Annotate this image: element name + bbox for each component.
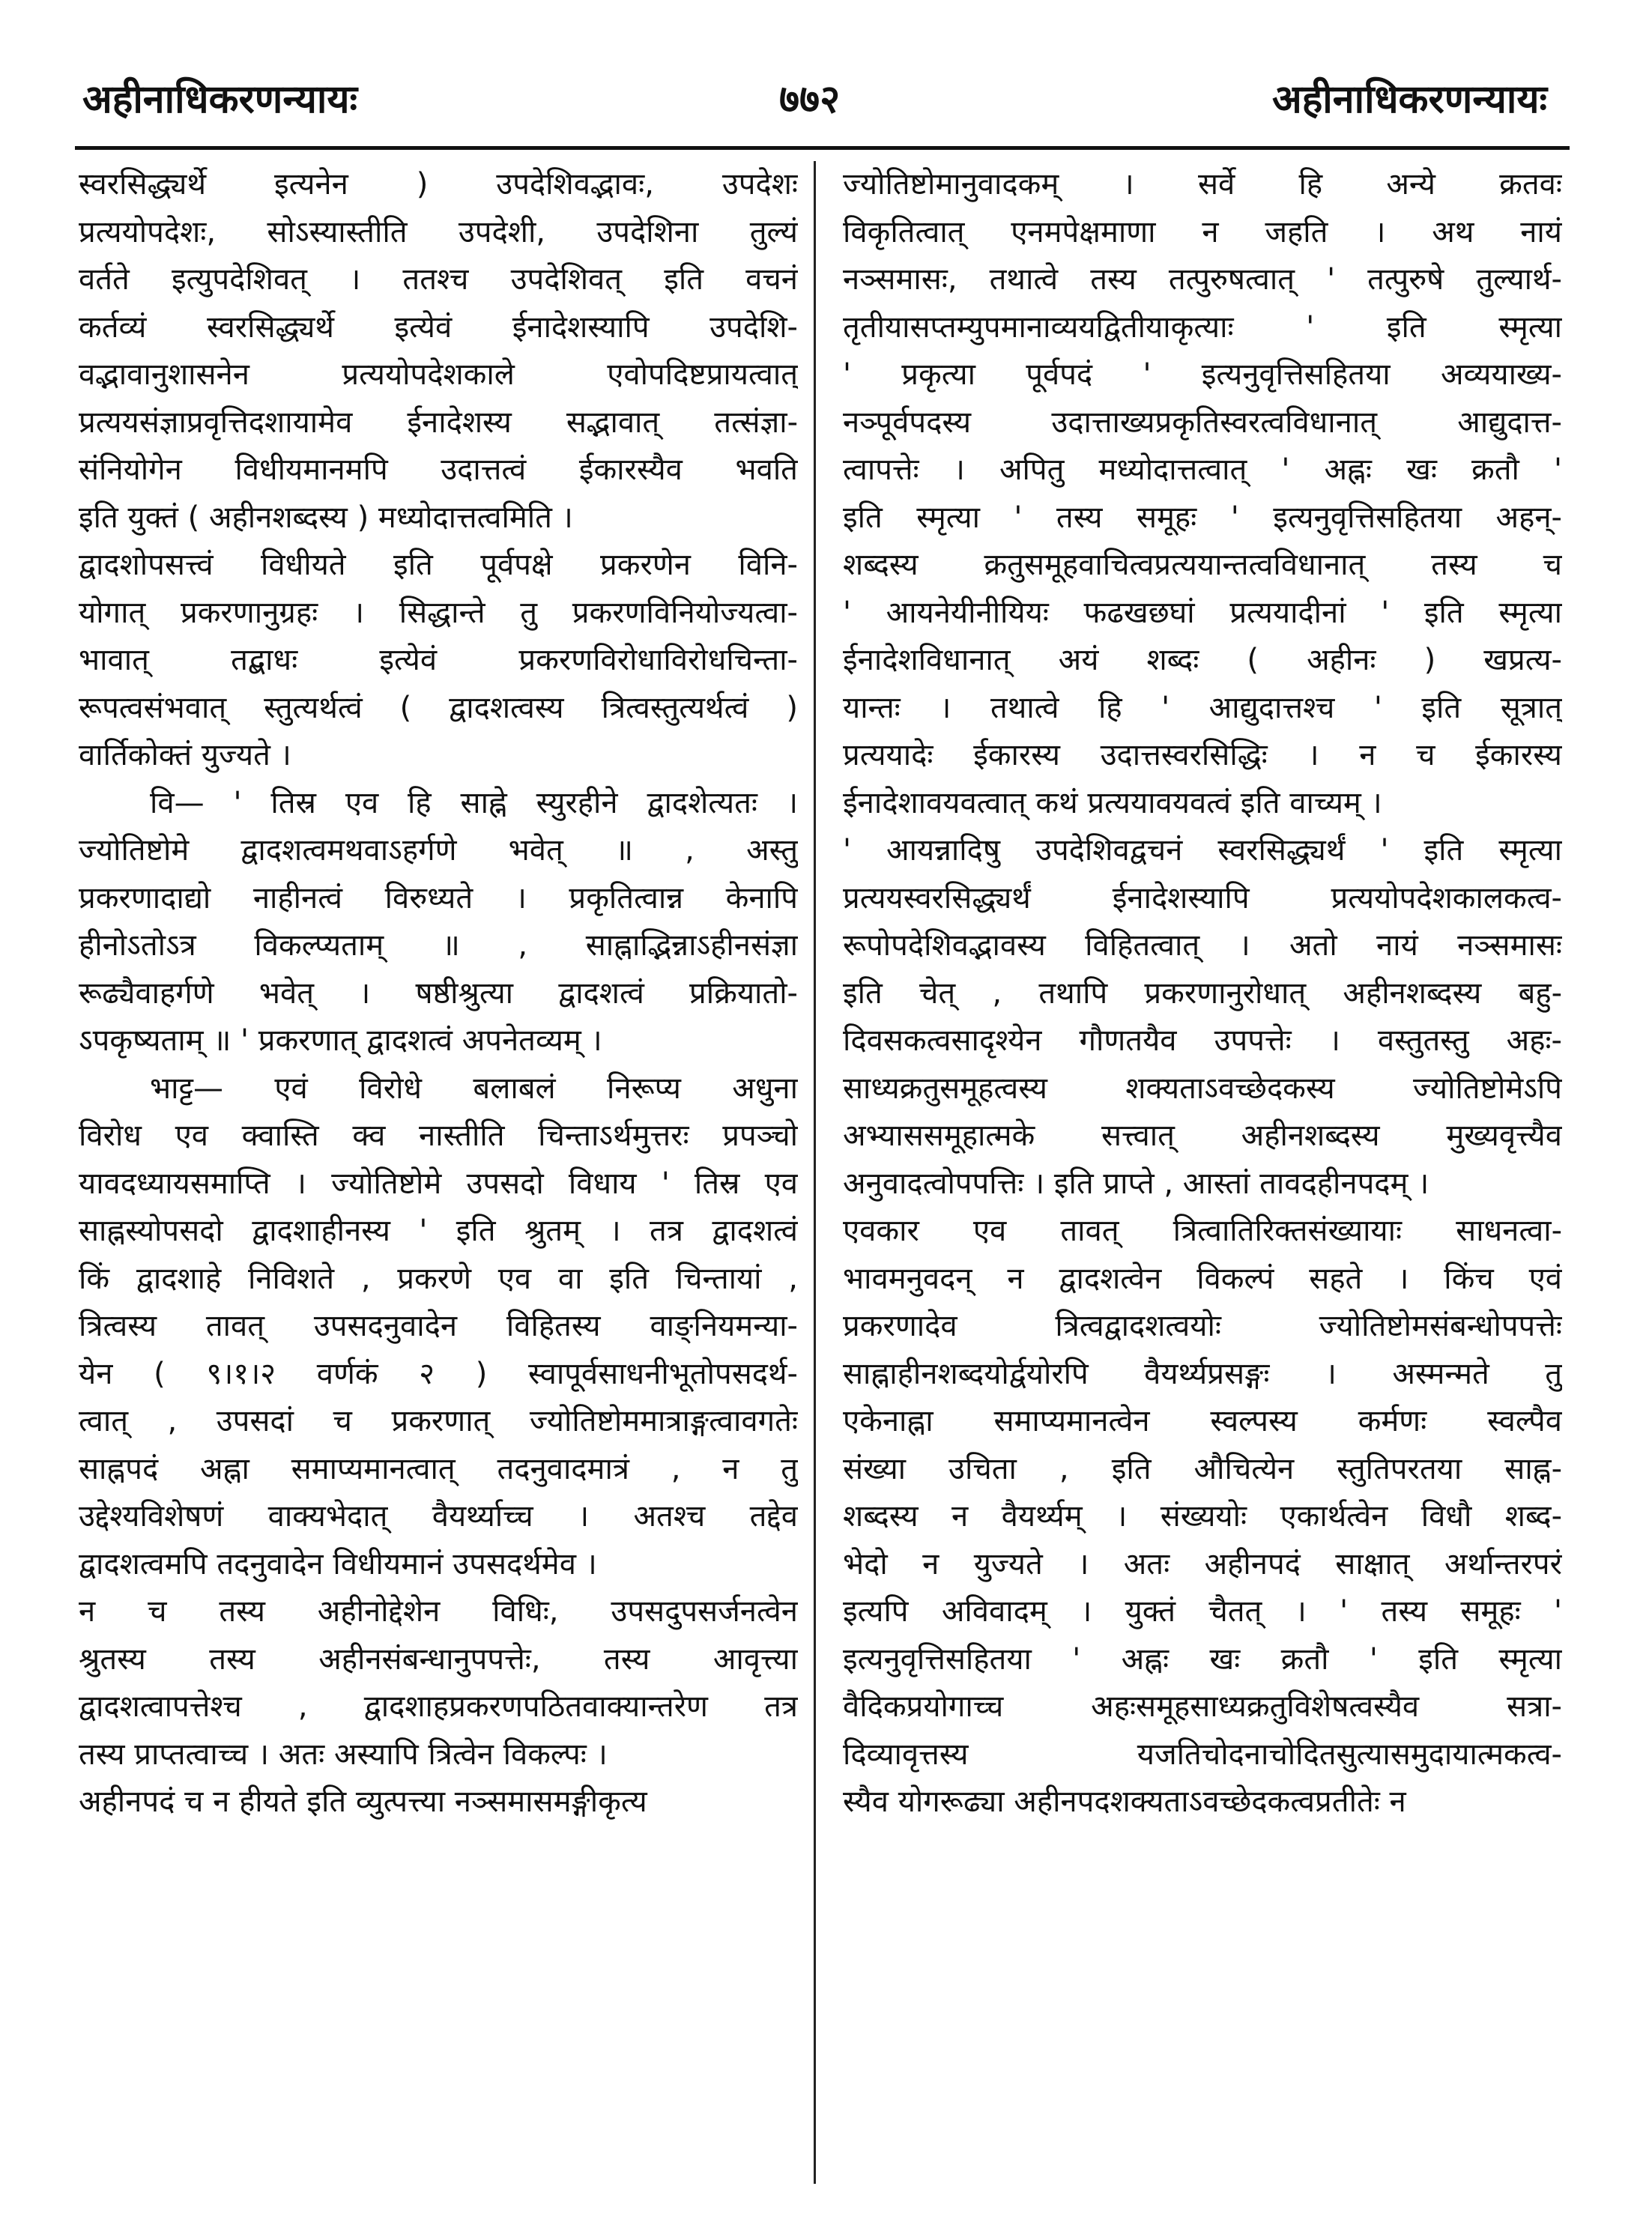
- text-line: स्यैव योगरूढ्या अहीनपदशक्यताऽवच्छेदकत्वप्रतीतेः न: [843, 1785, 1406, 1819]
- text-line: एकेनाह्ना समाप्यमानत्वेन स्वल्पस्य कर्मणः स्वल्पैव: [843, 1404, 1562, 1438]
- text-line: इत्यनुवृत्तिसहितया ' अह्नः खः क्रतौ ' इति स्मृत्या: [843, 1641, 1562, 1677]
- text-line: एवकार एव तावत् त्रित्वातिरिक्तसंख्यायाः साधनत्वा-: [843, 1214, 1562, 1248]
- text-line: वार्तिकोक्तं युज्यते ।: [79, 738, 291, 772]
- header-rule: [75, 146, 1570, 150]
- text-line: प्रत्ययादेः ईकारस्य उदात्तस्वरसिद्धिः । न च ईकारस्य: [843, 738, 1562, 772]
- text-line: भावात् तद्बाधः इत्येवं प्रकरणविरोधाविरोधचिन्ता-: [79, 643, 798, 677]
- text-line: साध्यक्रतुसमूहत्वस्य शक्यताऽवच्छेदकस्य ज्योतिष्टोमेऽपि: [843, 1071, 1562, 1106]
- text-line: वैदिकप्रयोगाच्च अहःसमूहसाध्यक्रतुविशेषत्वस्यैव सत्रा-: [843, 1689, 1562, 1724]
- text-line: यान्तः । तथात्वे हि ' आद्युदात्तश्च ' इति सूत्रात्: [843, 690, 1562, 725]
- text-line: साह्नस्योपसदो द्वादशाहीनस्य ' इति श्रुतम् । तत्र द्वादशत्वं: [79, 1214, 798, 1248]
- text-line: उद्देश्यविशेषणं वाक्यभेदात् वैयर्थ्याच्च । अतश्च तद्देव: [79, 1499, 798, 1534]
- text-line: रूपोपदेशिवद्भावस्य विहितत्वात् । अतो नायं नञ्समासः: [843, 928, 1562, 963]
- text-line: प्रकरणादेव त्रित्वद्वादशत्वयोः ज्योतिष्टोमसंबन्धोपपत्तेः: [843, 1309, 1562, 1343]
- text-line: द्वादशत्वापत्तेश्च , द्वादशाहप्रकरणपठितवाक्यान्तरेण तत्र: [79, 1689, 798, 1724]
- text-line: कर्तव्यं स्वरसिद्ध्यर्थे इत्येवं ईनादेशस्यापि उपदेशि-: [79, 309, 798, 345]
- text-line: तृतीयासप्तम्युपमानाव्ययद्वितीयाकृत्याः ' इति स्मृत्या: [843, 309, 1562, 345]
- text-line: इति स्मृत्या ' तस्य समूहः ' इत्यनुवृत्तिसहितया अहन्-: [843, 500, 1562, 535]
- text-line: किं द्वादशाहे निविशते , प्रकरणे एव वा इति चिन्तायां ,: [79, 1261, 798, 1296]
- text-line: तस्य प्राप्तत्वाच्च । अतः अस्यापि त्रित्वेन विकल्पः ।: [79, 1737, 608, 1772]
- text-line: इति चेत् , तथापि प्रकरणानुरोधात् अहीनशब्दस्य बहु-: [843, 975, 1562, 1011]
- text-line: शब्दस्य क्रतुसमूहवाचित्वप्रत्ययान्तत्वविधानात् तस्य च: [843, 548, 1562, 582]
- text-line: हीनोऽतोऽत्र विकल्प्यताम् ॥ , साह्नाद्भिन्नाऽहीनसंज्ञा: [79, 928, 798, 963]
- left-text-column: [79, 161, 798, 2184]
- text-line: शब्दस्य न वैयर्थ्यम् । संख्ययोः एकार्थत्वेन विधौ शब्द-: [843, 1499, 1562, 1534]
- running-title-right: अहीनाधिकरणन्यायः: [1271, 77, 1547, 122]
- text-line: रूपत्वसंभवात् स्तुत्यर्थत्वं ( द्वादशत्वस्य त्रित्वस्तुत्यर्थत्वं ): [79, 690, 798, 725]
- text-line: द्वादशोपसत्त्वं विधीयते इति पूर्वपक्षे प्रकरणेन विनि-: [79, 548, 798, 582]
- text-line: ज्योतिष्टोमानुवादकम् । सर्वे हि अन्ये क्रतवः: [843, 167, 1562, 202]
- text-line: ज्योतिष्टोमे द्वादशत्वमथवाऽहर्गणे भवेत् ॥ , अस्तु: [79, 833, 798, 868]
- text-line: श्रुतस्य तस्य अहीनसंबन्धानुपपत्तेः, तस्य आवृत्त्या: [79, 1641, 798, 1677]
- text-line: इति युक्तं ( अहीनशब्दस्य ) मध्योदात्तत्वमिति ।: [79, 500, 573, 535]
- text-line: संनियोगेन विधीयमानमपि उदात्तत्वं ईकारस्यैव भवति: [79, 452, 798, 487]
- text-line: अहीनपदं च न हीयते इति व्युत्पत्त्या नञ्समासमङ्गीकृत्य: [79, 1785, 647, 1819]
- text-line: रूढ्यैवाहर्गणे भवेत् । षष्ठीश्रुत्या द्वादशत्वं प्रक्रियातो-: [79, 975, 798, 1011]
- text-line: वि— ' तिस्र एव हि साह्ने स्युरहीने द्वादशेत्यतः ।: [150, 785, 798, 820]
- text-line: दिव्यावृत्तस्य यजतिचोदनाचोदितसुत्यासमुदायात्मकत्व-: [843, 1737, 1562, 1772]
- text-line: ' आयनेयीनीयियः फढखछघां प्रत्ययादीनां ' इति स्मृत्या: [843, 595, 1562, 630]
- text-line: विरोध एव क्वास्ति क्व नास्तीति चिन्ताऽर्थमुत्तरः प्रपञ्चो: [79, 1118, 798, 1153]
- text-line: दिवसकत्वसादृश्येन गौणतयैव उपपत्तेः । वस्तुतस्तु अहः-: [843, 1023, 1562, 1058]
- text-line: द्वादशत्वमपि तदनुवादेन विधीयमानं उपसदर्थमेव ।: [79, 1546, 597, 1581]
- text-line: वर्तते इत्युपदेशिवत् । ततश्च उपदेशिवत् इति वचनं: [79, 262, 798, 297]
- text-line: साह्नाहीनशब्दयोर्द्वयोरपि वैयर्थ्यप्रसङ्गः । अस्मन्मते तु: [843, 1356, 1562, 1391]
- text-line: प्रत्ययस्वरसिद्ध्यर्थं ईनादेशस्यापि प्रत्ययोपदेशकालकत्व-: [843, 880, 1562, 915]
- text-line: साह्नपदं अह्ना समाप्यमानत्वात् तदनुवादमात्रं , न तु: [79, 1451, 798, 1486]
- text-line: भावमनुवदन् न द्वादशत्वेन विकल्पं सहते । किंच एवं: [843, 1261, 1562, 1296]
- text-line: प्रत्ययसंज्ञाप्रवृत्तिदशायामेव ईनादेशस्य सद्भावात् तत्संज्ञा-: [79, 405, 798, 440]
- page-header: [0, 0, 1652, 157]
- text-line: प्रत्ययोपदेशः, सोऽस्यास्तीति उपदेशी, उपदेशिना तुल्यं: [79, 214, 798, 249]
- text-line: येन ( ९।१।२ वर्णकं २ ) स्वापूर्वसाधनीभूतोपसदर्थ-: [79, 1356, 798, 1391]
- text-line: त्वापत्तेः । अपितु मध्योदात्तत्वात् ' अह्नः खः क्रतौ ': [843, 452, 1562, 487]
- text-line: वद्भावानुशासनेन प्रत्ययोपदेशकाले एवोपदिष्टप्रायत्वात्: [79, 357, 798, 392]
- text-line: ऽपकृष्यताम् ॥ ' प्रकरणात् द्वादशत्वं अपनेतव्यम् ।: [79, 1023, 602, 1058]
- text-line: त्वात् , उपसदां च प्रकरणात् ज्योतिष्टोममात्राङ्गत्वावगतेः: [79, 1404, 798, 1438]
- text-line: योगात् प्रकरणानुग्रहः । सिद्धान्ते तु प्रकरणविनियोज्यत्वा-: [79, 595, 798, 630]
- text-line: ' आयन्नादिषु उपदेशिवद्वचनं स्वरसिद्ध्यर्थं ' इति स्मृत्या: [843, 833, 1562, 868]
- right-text-column: [843, 161, 1562, 2184]
- text-line: अनुवादत्वोपपत्तिः । इति प्राप्ते , आस्तां तावदहीनपदम् ।: [843, 1166, 1429, 1201]
- text-line: भेदो न युज्यते । अतः अहीनपदं साक्षात् अर्थान्तरपरं: [843, 1546, 1562, 1581]
- text-line: भाट्ट— एवं विरोधे बलाबलं निरूप्य अधुना: [150, 1071, 798, 1106]
- text-line: विकृतित्वात् एनमपेक्षमाणा न जहति । अथ नायं: [843, 214, 1562, 249]
- text-line: अभ्याससमूहात्मके सत्त्वात् अहीनशब्दस्य मुख्यवृत्त्यैव: [843, 1118, 1562, 1153]
- text-line: नञ्पूर्वपदस्य उदात्ताख्यप्रकृतिस्वरत्वविधानात् आद्युदात्त-: [843, 405, 1562, 440]
- text-line: न च तस्य अहीनोद्देशेन विधिः, उपसदुपसर्जनत्वेन: [79, 1594, 798, 1629]
- text-line: प्रकरणादाद्यो नाहीनत्वं विरुध्यते । प्रकृतित्वान्न केनापि: [79, 880, 798, 915]
- text-line: इत्यपि अविवादम् । युक्तं चैतत् । ' तस्य समूहः ': [843, 1594, 1562, 1629]
- text-line: नञ्समासः, तथात्वे तस्य तत्पुरुषत्वात् ' तत्पुरुषे तुल्यार्थ-: [843, 262, 1562, 297]
- text-line: ईनादेशविधानात् अयं शब्दः ( अहीनः ) खप्रत्य-: [843, 643, 1562, 677]
- text-line: त्रित्वस्य तावत् उपसदनुवादेन विहितस्य वाङ्नियमन्या-: [79, 1309, 798, 1343]
- text-line: यावदध्यायसमाप्ति । ज्योतिष्टोमे उपसदो विधाय ' तिस्र एव: [79, 1166, 798, 1201]
- text-line: ईनादेशावयवत्वात् कथं प्रत्ययावयवत्वं इति वाच्यम् ।: [843, 785, 1382, 820]
- text-line: ' प्रकृत्या पूर्वपदं ' इत्यनुवृत्तिसहितया अव्ययाख्य-: [843, 357, 1562, 392]
- text-line: स्वरसिद्ध्यर्थे इत्यनेन ) उपदेशिवद्भावः, उपदेशः: [79, 167, 798, 202]
- page-number: ७७२: [779, 77, 841, 122]
- text-line: संख्या उचिता , इति औचित्येन स्तुतिपरतया साह्न-: [843, 1451, 1562, 1486]
- column-divider: [814, 161, 816, 2184]
- running-title-left: अहीनाधिकरणन्यायः: [82, 77, 358, 122]
